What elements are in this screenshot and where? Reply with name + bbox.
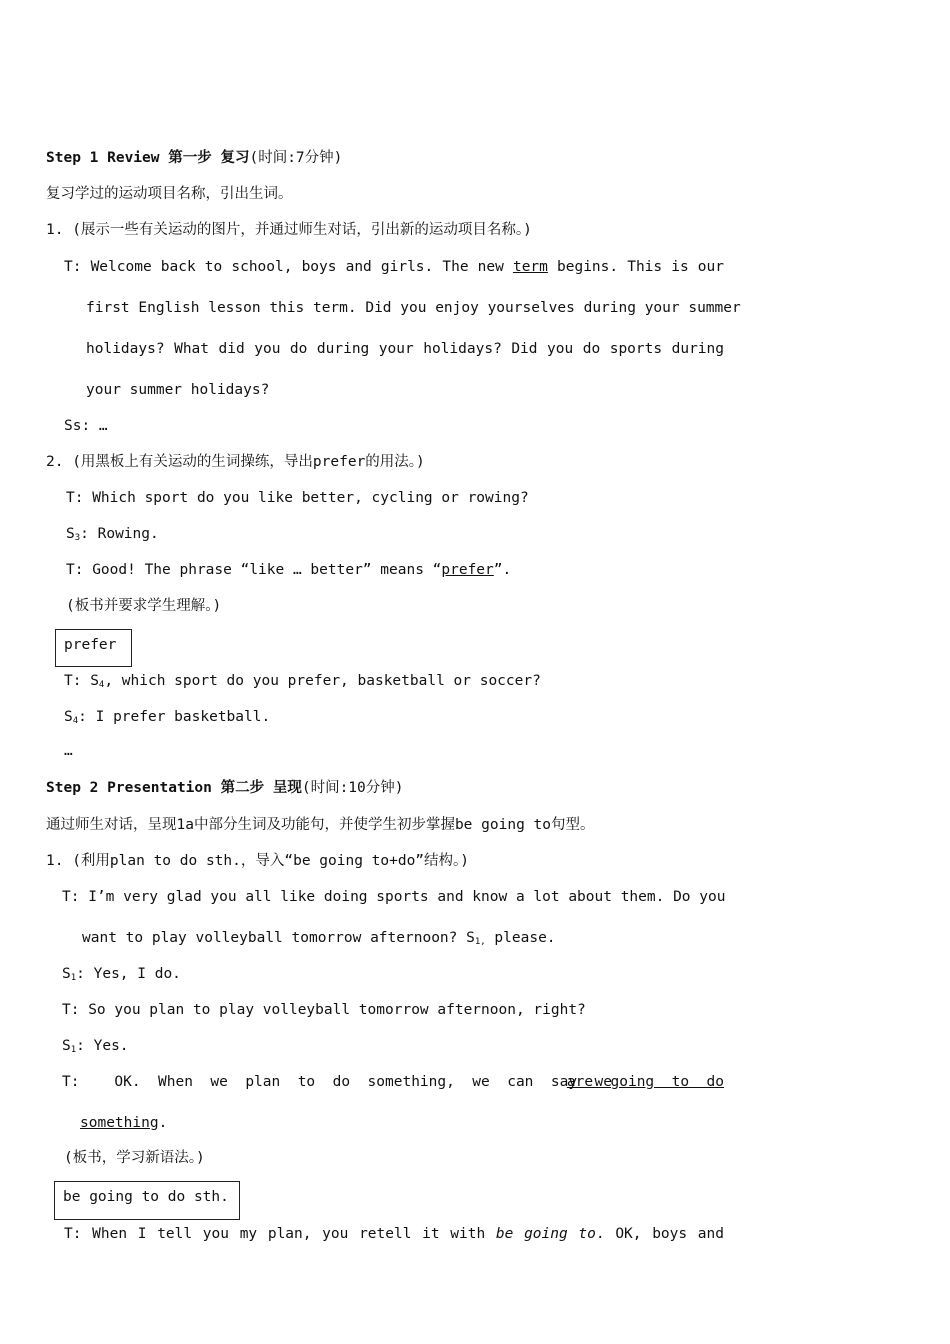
term-underlined: term (512, 259, 548, 275)
step1-dialogue-ss: Ss: … (64, 418, 108, 434)
step1-dialogue-t1-line1: T: Welcome back to school, boys and girls. The new term begins. This is our (64, 259, 724, 275)
step2-dialogue-s1a: $S_1$: Yes, I do. (62, 966, 181, 983)
step1-time: (时间:7分钟) (249, 150, 343, 166)
step2-note: (板书，学习新语法。) (64, 1150, 205, 1166)
be-going-to-italic: be going to (495, 1226, 596, 1242)
step1-heading (46, 148, 342, 168)
step1-dialogue-t1-line2: first English lesson this term. Did you enjoy yourselves during your summer (86, 300, 741, 316)
something-underlined: something (80, 1115, 159, 1131)
step1-dialogue-t1-line3: holidays? What did you do during your holidays? Did you do sports during (86, 341, 724, 357)
prefer-underlined: prefer (441, 562, 494, 578)
step2-heading-zh: 第二步 呈现 (220, 780, 302, 796)
step2-dialogue-t4: T: When I tell you my plan, you retell it with be going to. OK, boys and (64, 1226, 725, 1242)
step1-ellipsis: … (64, 743, 73, 759)
step1-heading-zh: 第一步 复习 (168, 150, 250, 166)
blackboard-box-be-going-to: be going to do sth. (54, 1181, 240, 1220)
step2-dialogue-t1-line2: want to play volleyball tomorrow afternoon? $S_{1,}$ please. (82, 930, 556, 947)
step1-dialogue-t4: T: $S_4$, which sport do you prefer, basketball or soccer? (64, 673, 541, 690)
step1-item1: 1. (展示一些有关运动的图片，并通过师生对话，引出新的运动项目名称。) (46, 222, 532, 238)
step1-intro: 复习学过的运动项目名称，引出生词。 (46, 186, 293, 202)
step2-time: (时间:10分钟) (301, 780, 404, 796)
step2-dialogue-t2: T: So you plan to play volleyball tomorrow afternoon, right? (62, 1002, 586, 1018)
step1-dialogue-t2: T: Which sport do you like better, cycling or rowing? (66, 490, 529, 506)
are-going-to-do-underlined: are going to do (566, 1074, 724, 1090)
step1-dialogue-t1-line4: your summer holidays? (86, 382, 270, 398)
step2-heading (46, 778, 404, 798)
step2-intro: 通过师生对话，呈现1a中部分生词及功能句，并使学生初步掌握be going to句型。 (46, 817, 595, 833)
step2-heading-en: Step 2 Presentation (46, 780, 212, 796)
step1-dialogue-t3: T: Good! The phrase “like … better” means “prefer”. (66, 562, 512, 578)
step1-heading-en: Step 1 Review (46, 150, 160, 166)
step2-dialogue-s1b: $S_1$: Yes. (62, 1038, 129, 1055)
step1-dialogue-s3: $S_3$: Rowing. (66, 526, 159, 543)
blackboard-box-prefer: prefer (55, 629, 132, 667)
step2-item1: 1. (利用plan to do sth.，导入“be going to+do”结构。) (46, 853, 470, 869)
step2-dialogue-t3-line1: T: OK. When we plan to do something, we can say we are going to do (62, 1074, 724, 1090)
step2-dialogue-t3-line2: something. (80, 1115, 168, 1131)
step1-dialogue-s4: $S_4$: I prefer basketball. (64, 709, 271, 726)
step2-dialogue-t1-line1: T: I’m very glad you all like doing sports and know a lot about them. Do you (62, 889, 726, 905)
step1-note1: (板书并要求学生理解。) (66, 598, 222, 614)
step1-item2: 2. (用黑板上有关运动的生词操练，导出prefer的用法。) (46, 454, 425, 470)
